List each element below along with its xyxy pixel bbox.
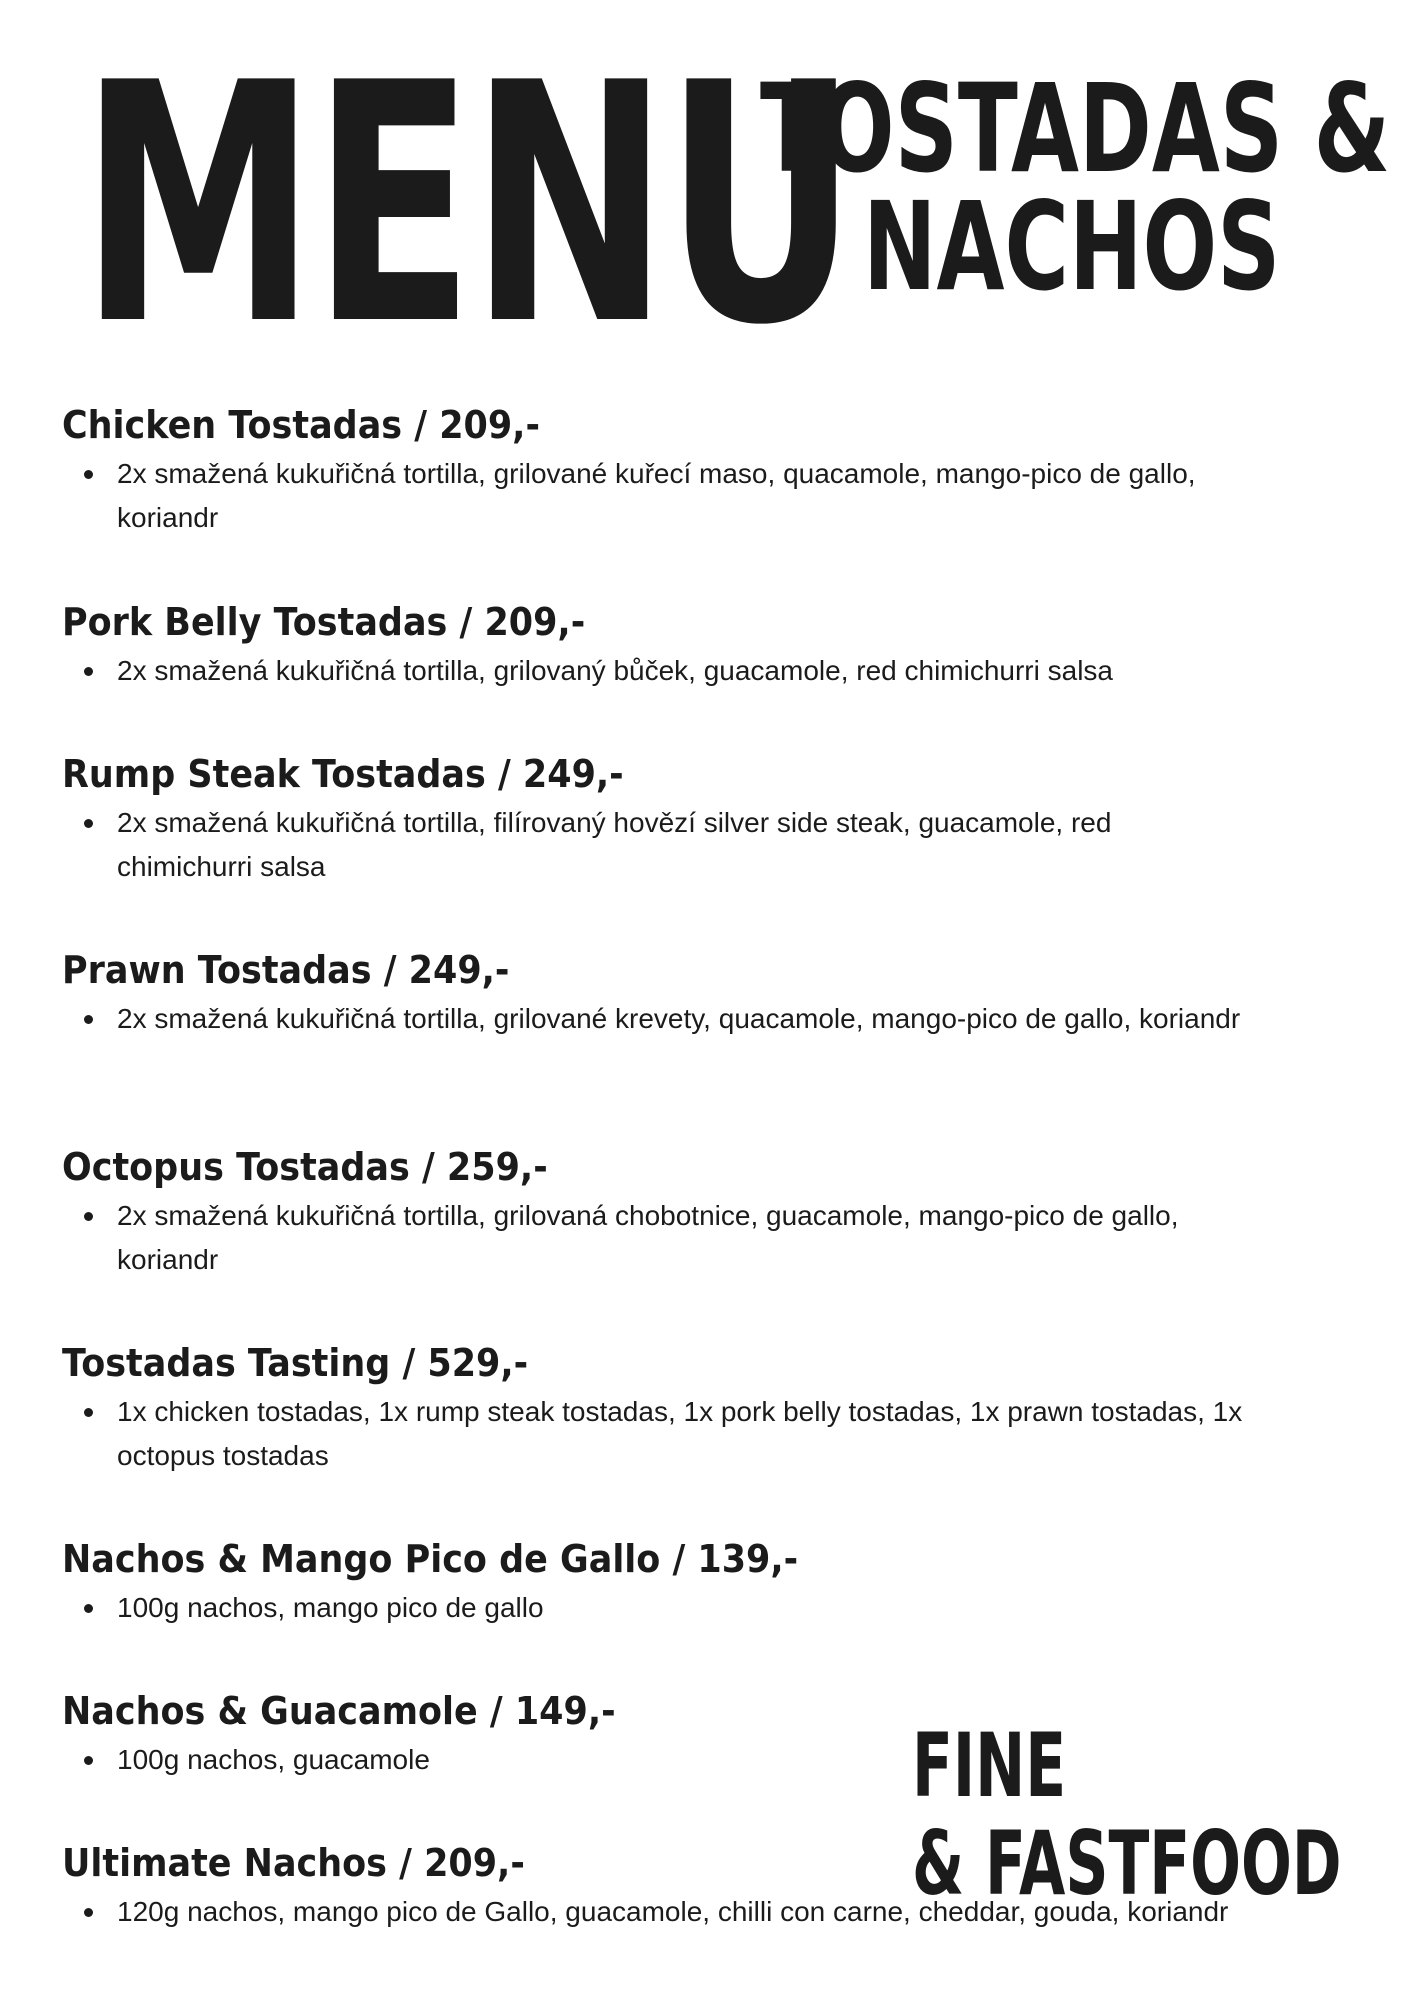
menu-item-description-list: [62, 649, 1302, 693]
menu-item-title: Ultimate Nachos / 209,-: [62, 1841, 525, 1885]
menu-item-description: 2x smažená kukuřičná tortilla, filírovaný hovězí silver side steak, guacamole, red chimichurri salsa: [117, 801, 1247, 889]
menu-item: [62, 597, 1302, 693]
menu-item: [62, 1686, 1302, 1782]
menu-item-description-list: [62, 997, 1302, 1041]
menu-item-title: Tostadas Tasting / 529,-: [62, 1341, 529, 1385]
section-title-line1: TOSTADAS &: [760, 58, 1391, 200]
menu-item-title: Octopus Tostadas / 259,-: [62, 1145, 548, 1189]
menu-item: [62, 400, 1302, 540]
menu-item: [62, 749, 1302, 889]
menu-item-description: 100g nachos, mango pico de gallo: [117, 1586, 1247, 1630]
section-title-line2: NACHOS: [863, 176, 1281, 318]
menu-item-title: Prawn Tostadas / 249,-: [62, 948, 510, 992]
menu-item: [62, 1142, 1302, 1282]
brand-logo-line1: FINE: [912, 1714, 1067, 1817]
menu-item-description: 2x smažená kukuřičná tortilla, grilované kuřecí maso, quacamole, mango-pico de gallo, koriandr: [117, 452, 1247, 540]
menu-item-description-list: [62, 452, 1302, 540]
menu-item-description: 2x smažená kukuřičná tortilla, grilovaný bůček, guacamole, red chimichurri salsa: [117, 649, 1247, 693]
menu-item: [62, 1338, 1302, 1478]
menu-item-title: Nachos & Mango Pico de Gallo / 139,-: [62, 1537, 799, 1581]
menu-item-description: 2x smažená kukuřičná tortilla, grilovaná chobotnice, guacamole, mango-pico de gallo, koriandr: [117, 1194, 1247, 1282]
menu-heading: MENU: [80, 13, 854, 397]
menu-item-title: Pork Belly Tostadas / 209,-: [62, 600, 586, 644]
menu-item-description-list: [62, 1738, 1302, 1782]
menu-item: [62, 1534, 1302, 1630]
menu-item-description-list: [62, 1390, 1302, 1478]
menu-item-description-list: [62, 1194, 1302, 1282]
menu-item-description-list: [62, 1586, 1302, 1630]
menu-item-description: 120g nachos, mango pico de Gallo, guacamole, chilli con carne, cheddar, gouda, koriandr: [117, 1890, 1247, 1934]
menu-item: [62, 945, 1302, 1041]
brand-logo-line2: & FASTFOOD: [912, 1812, 1342, 1915]
menu-item-description: 1x chicken tostadas, 1x rump steak tostadas, 1x pork belly tostadas, 1x prawn tostadas, 1x octopus tostadas: [117, 1390, 1247, 1478]
menu-item-title: Rump Steak Tostadas / 249,-: [62, 752, 624, 796]
menu-item-description-list: [62, 801, 1302, 889]
menu-item-title: Nachos & Guacamole / 149,-: [62, 1689, 616, 1733]
menu-item-title: Chicken Tostadas / 209,-: [62, 403, 540, 447]
menu-item-description: 100g nachos, guacamole: [117, 1738, 1247, 1782]
menu-item-description: 2x smažená kukuřičná tortilla, grilované krevety, quacamole, mango-pico de gallo, koriandr: [117, 997, 1247, 1041]
